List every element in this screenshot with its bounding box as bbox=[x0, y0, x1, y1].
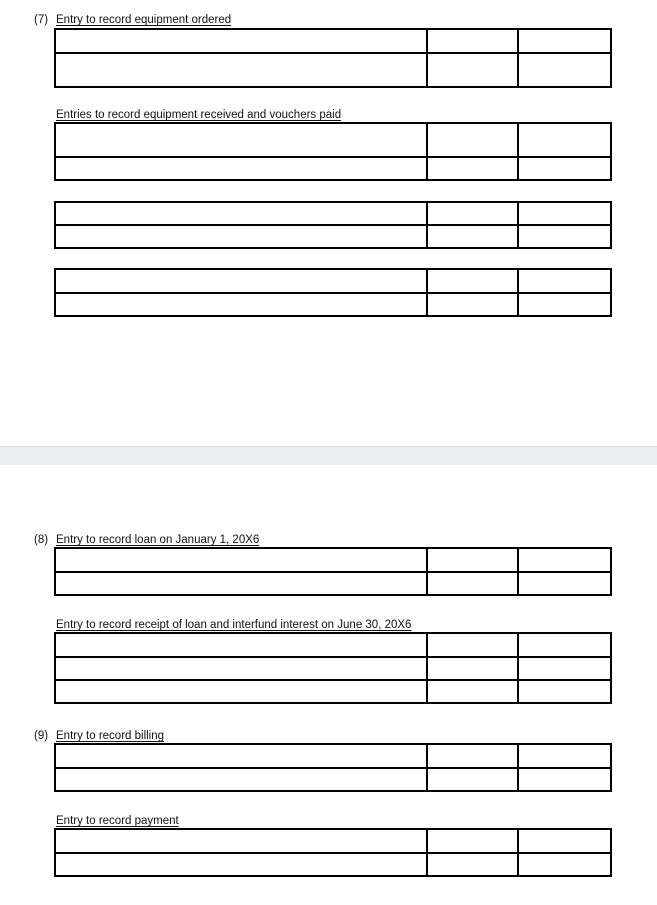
account-cell[interactable] bbox=[55, 269, 427, 293]
debit-cell[interactable] bbox=[427, 225, 518, 248]
debit-cell[interactable] bbox=[427, 29, 518, 53]
debit-cell[interactable] bbox=[427, 548, 518, 572]
equipment-received-title: Entries to record equipment received and vouchers paid bbox=[56, 109, 342, 121]
journal-table-payment bbox=[54, 828, 612, 877]
section-7-title: Entry to record equipment ordered bbox=[56, 14, 232, 26]
credit-cell[interactable] bbox=[518, 657, 611, 680]
credit-cell[interactable] bbox=[518, 53, 611, 87]
table-row bbox=[55, 768, 611, 791]
debit-cell[interactable] bbox=[427, 157, 518, 180]
journal-table-vouchers-2 bbox=[54, 268, 612, 317]
loan-receipt-heading bbox=[56, 618, 411, 632]
table-row bbox=[55, 53, 611, 87]
account-cell[interactable] bbox=[55, 633, 427, 657]
payment-heading bbox=[56, 814, 179, 828]
debit-cell[interactable] bbox=[427, 53, 518, 87]
account-cell[interactable] bbox=[55, 657, 427, 680]
credit-cell[interactable] bbox=[518, 572, 611, 595]
section-7-number: (7) bbox=[34, 14, 49, 26]
debit-cell[interactable] bbox=[427, 657, 518, 680]
debit-cell[interactable] bbox=[427, 123, 518, 157]
section-9-title: Entry to record billing bbox=[56, 730, 165, 742]
credit-cell[interactable] bbox=[518, 548, 611, 572]
journal-table-loan bbox=[54, 547, 612, 596]
journal-table-equipment-ordered bbox=[54, 28, 612, 88]
table-row bbox=[55, 572, 611, 595]
debit-cell[interactable] bbox=[427, 572, 518, 595]
page-separator bbox=[0, 446, 657, 465]
account-cell[interactable] bbox=[55, 744, 427, 768]
account-cell[interactable] bbox=[55, 202, 427, 225]
account-cell[interactable] bbox=[55, 572, 427, 595]
payment-title: Entry to record payment bbox=[56, 815, 179, 827]
table-row bbox=[55, 225, 611, 248]
account-cell[interactable] bbox=[55, 829, 427, 853]
section-7-heading bbox=[34, 13, 231, 27]
account-cell[interactable] bbox=[55, 29, 427, 53]
section-8-title: Entry to record loan on January 1, 20X6 bbox=[56, 534, 260, 546]
debit-cell[interactable] bbox=[427, 768, 518, 791]
debit-cell[interactable] bbox=[427, 853, 518, 876]
account-cell[interactable] bbox=[55, 53, 427, 87]
table-row bbox=[55, 829, 611, 853]
account-cell[interactable] bbox=[55, 293, 427, 316]
table-row bbox=[55, 548, 611, 572]
table-row bbox=[55, 157, 611, 180]
debit-cell[interactable] bbox=[427, 202, 518, 225]
credit-cell[interactable] bbox=[518, 633, 611, 657]
account-cell[interactable] bbox=[55, 768, 427, 791]
table-row bbox=[55, 657, 611, 680]
credit-cell[interactable] bbox=[518, 768, 611, 791]
table-row bbox=[55, 633, 611, 657]
account-cell[interactable] bbox=[55, 225, 427, 248]
account-cell[interactable] bbox=[55, 680, 427, 703]
table-row bbox=[55, 269, 611, 293]
credit-cell[interactable] bbox=[518, 202, 611, 225]
account-cell[interactable] bbox=[55, 157, 427, 180]
account-cell[interactable] bbox=[55, 853, 427, 876]
table-row bbox=[55, 202, 611, 225]
table-row bbox=[55, 853, 611, 876]
journal-table-loan-receipt bbox=[54, 632, 612, 704]
debit-cell[interactable] bbox=[427, 293, 518, 316]
credit-cell[interactable] bbox=[518, 123, 611, 157]
equipment-received-heading bbox=[56, 108, 341, 122]
section-9-number: (9) bbox=[34, 730, 49, 742]
table-row bbox=[55, 680, 611, 703]
journal-table-equipment-received bbox=[54, 122, 612, 181]
credit-cell[interactable] bbox=[518, 680, 611, 703]
section-8-heading bbox=[34, 533, 259, 547]
table-row bbox=[55, 123, 611, 157]
credit-cell[interactable] bbox=[518, 293, 611, 316]
debit-cell[interactable] bbox=[427, 269, 518, 293]
credit-cell[interactable] bbox=[518, 157, 611, 180]
account-cell[interactable] bbox=[55, 548, 427, 572]
credit-cell[interactable] bbox=[518, 853, 611, 876]
section-9-heading bbox=[34, 729, 164, 743]
section-8-number: (8) bbox=[34, 534, 49, 546]
account-cell[interactable] bbox=[55, 123, 427, 157]
worksheet-page-2 bbox=[0, 465, 657, 905]
debit-cell[interactable] bbox=[427, 633, 518, 657]
table-row bbox=[55, 29, 611, 53]
loan-receipt-title: Entry to record receipt of loan and interfund interest on June 30, 20X6 bbox=[56, 619, 412, 631]
table-row bbox=[55, 744, 611, 768]
debit-cell[interactable] bbox=[427, 680, 518, 703]
credit-cell[interactable] bbox=[518, 29, 611, 53]
journal-table-billing bbox=[54, 743, 612, 792]
credit-cell[interactable] bbox=[518, 225, 611, 248]
table-row bbox=[55, 293, 611, 316]
credit-cell[interactable] bbox=[518, 829, 611, 853]
credit-cell[interactable] bbox=[518, 269, 611, 293]
credit-cell[interactable] bbox=[518, 744, 611, 768]
journal-table-vouchers-1 bbox=[54, 201, 612, 249]
worksheet-page-1 bbox=[0, 0, 657, 446]
debit-cell[interactable] bbox=[427, 744, 518, 768]
debit-cell[interactable] bbox=[427, 829, 518, 853]
